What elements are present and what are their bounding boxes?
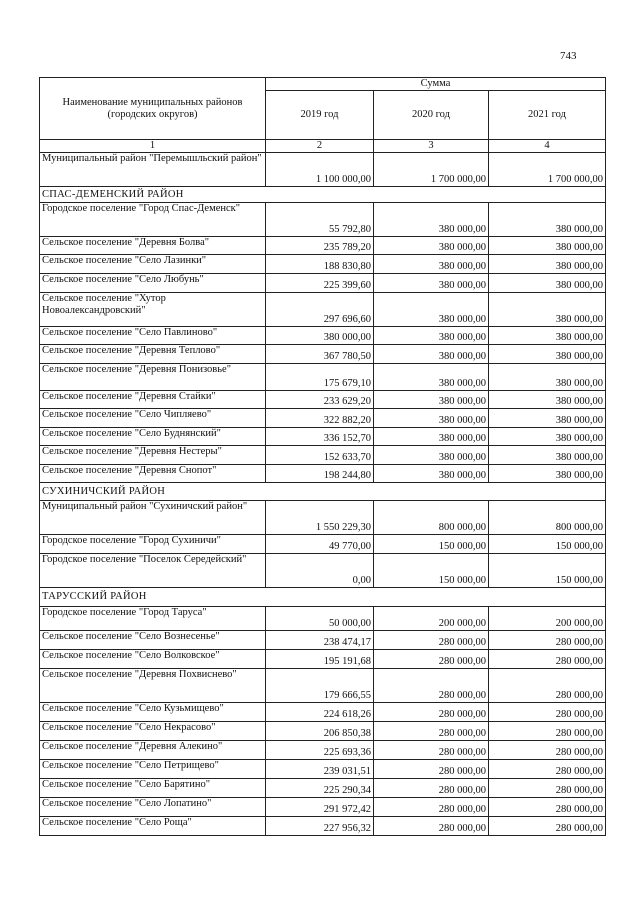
column-number: 4	[489, 140, 606, 153]
amount-2021: 150 000,00	[489, 535, 606, 554]
table-row	[40, 364, 606, 391]
header-year-2019: 2019 год	[266, 91, 374, 140]
amount-2019: 233 629,20	[266, 391, 374, 409]
amount-2021: 380 000,00	[489, 428, 606, 446]
amount-2020: 280 000,00	[374, 760, 489, 779]
amount-2020: 280 000,00	[374, 650, 489, 669]
column-number: 1	[40, 140, 266, 153]
amount-2021: 380 000,00	[489, 345, 606, 364]
entity-name: Сельское поселение "Деревня Стайки"	[40, 391, 266, 409]
amount-2019: 336 152,70	[266, 428, 374, 446]
amount-2020: 380 000,00	[374, 409, 489, 428]
amount-2019: 195 191,68	[266, 650, 374, 669]
table-row	[40, 203, 606, 237]
amount-2021: 1 700 000,00	[489, 153, 606, 187]
table-row	[40, 274, 606, 293]
amount-2020: 380 000,00	[374, 237, 489, 255]
amount-2021: 280 000,00	[489, 631, 606, 650]
entity-name: Сельское поселение "Село Чипляево"	[40, 409, 266, 428]
amount-2019: 224 618,26	[266, 703, 374, 722]
entity-name: Сельское поселение "Село Кузьмищево"	[40, 703, 266, 722]
amount-2019: 198 244,80	[266, 465, 374, 483]
amount-2021: 380 000,00	[489, 391, 606, 409]
amount-2020: 150 000,00	[374, 535, 489, 554]
table-row	[40, 669, 606, 703]
amount-2021: 280 000,00	[489, 703, 606, 722]
column-number: 3	[374, 140, 489, 153]
amount-2020: 380 000,00	[374, 465, 489, 483]
header-name-column: Наименование муниципальных районов (городских округов)	[40, 78, 266, 140]
amount-2019: 227 956,32	[266, 817, 374, 836]
amount-2019: 0,00	[266, 554, 374, 588]
amount-2019: 179 666,55	[266, 669, 374, 703]
district-name: ТАРУССКИЙ РАЙОН	[40, 588, 606, 607]
amount-2021: 380 000,00	[489, 409, 606, 428]
amount-2020: 280 000,00	[374, 631, 489, 650]
table-row	[40, 428, 606, 446]
amount-2020: 1 700 000,00	[374, 153, 489, 187]
amount-2019: 367 780,50	[266, 345, 374, 364]
amount-2021: 200 000,00	[489, 607, 606, 631]
table-row	[40, 607, 606, 631]
table-row	[40, 760, 606, 779]
table-row	[40, 293, 606, 327]
entity-name: Сельское поселение "Село Буднянский"	[40, 428, 266, 446]
entity-name: Муниципальный район "Перемышльский район"	[40, 153, 266, 187]
column-number: 2	[266, 140, 374, 153]
amount-2020: 380 000,00	[374, 364, 489, 391]
entity-name: Городское поселение "Город Спас-Деменск"	[40, 203, 266, 237]
amount-2021: 380 000,00	[489, 274, 606, 293]
table-row	[40, 779, 606, 798]
amount-2019: 322 882,20	[266, 409, 374, 428]
amount-2020: 280 000,00	[374, 817, 489, 836]
header-year-2020: 2020 год	[374, 91, 489, 140]
amount-2020: 380 000,00	[374, 327, 489, 345]
amount-2020: 380 000,00	[374, 274, 489, 293]
entity-name: Сельское поселение "Село Любунь"	[40, 274, 266, 293]
entity-name: Сельское поселение "Деревня Снопот"	[40, 465, 266, 483]
table-row	[40, 465, 606, 483]
amount-2020: 380 000,00	[374, 203, 489, 237]
entity-name: Сельское поселение "Село Барятино"	[40, 779, 266, 798]
amount-2019: 50 000,00	[266, 607, 374, 631]
amount-2019: 235 789,20	[266, 237, 374, 255]
amount-2020: 150 000,00	[374, 554, 489, 588]
amount-2019: 291 972,42	[266, 798, 374, 817]
amount-2021: 380 000,00	[489, 465, 606, 483]
entity-name: Сельское поселение "Село Некрасово"	[40, 722, 266, 741]
amount-2020: 380 000,00	[374, 255, 489, 274]
table-row	[40, 409, 606, 428]
table-row	[40, 153, 606, 187]
amount-2021: 380 000,00	[489, 293, 606, 327]
entity-name: Городское поселение "Город Таруса"	[40, 607, 266, 631]
entity-name: Сельское поселение "Село Петрищево"	[40, 760, 266, 779]
amount-2019: 238 474,17	[266, 631, 374, 650]
amount-2021: 280 000,00	[489, 779, 606, 798]
amount-2020: 280 000,00	[374, 669, 489, 703]
district-header-row	[40, 483, 606, 501]
entity-name: Сельское поселение "Село Лопатино"	[40, 798, 266, 817]
amount-2021: 280 000,00	[489, 650, 606, 669]
table-row	[40, 446, 606, 465]
table-row	[40, 327, 606, 345]
amount-2021: 280 000,00	[489, 669, 606, 703]
district-name: СПАС-ДЕМЕНСКИЙ РАЙОН	[40, 187, 606, 203]
amount-2020: 280 000,00	[374, 741, 489, 760]
entity-name: Сельское поселение "Деревня Нестеры"	[40, 446, 266, 465]
table-row	[40, 703, 606, 722]
district-name: СУХИНИЧСКИЙ РАЙОН	[40, 483, 606, 501]
entity-name: Сельское поселение "Село Роща"	[40, 817, 266, 836]
amount-2021: 280 000,00	[489, 741, 606, 760]
entity-name: Сельское поселение "Деревня Болва"	[40, 237, 266, 255]
table-row	[40, 722, 606, 741]
table-row	[40, 817, 606, 836]
amount-2021: 380 000,00	[489, 203, 606, 237]
amount-2021: 280 000,00	[489, 817, 606, 836]
table-body	[40, 153, 606, 836]
amount-2020: 280 000,00	[374, 779, 489, 798]
table-row	[40, 391, 606, 409]
entity-name: Городское поселение "Город Сухиничи"	[40, 535, 266, 554]
amount-2019: 152 633,70	[266, 446, 374, 465]
district-header-row	[40, 588, 606, 607]
budget-table	[39, 77, 606, 836]
table-row	[40, 741, 606, 760]
entity-name: Сельское поселение "Деревня Похвиснево"	[40, 669, 266, 703]
amount-2020: 380 000,00	[374, 293, 489, 327]
table-row	[40, 650, 606, 669]
amount-2021: 280 000,00	[489, 760, 606, 779]
header-sum: Сумма	[266, 78, 606, 91]
entity-name: Сельское поселение "Село Павлиново"	[40, 327, 266, 345]
amount-2019: 55 792,80	[266, 203, 374, 237]
amount-2019: 225 399,60	[266, 274, 374, 293]
amount-2019: 49 770,00	[266, 535, 374, 554]
amount-2021: 380 000,00	[489, 255, 606, 274]
amount-2019: 380 000,00	[266, 327, 374, 345]
amount-2021: 280 000,00	[489, 798, 606, 817]
table-row	[40, 631, 606, 650]
amount-2020: 280 000,00	[374, 722, 489, 741]
amount-2020: 200 000,00	[374, 607, 489, 631]
amount-2020: 380 000,00	[374, 391, 489, 409]
entity-name: Сельское поселение "Хутор Новоалександровский"	[40, 293, 266, 327]
amount-2021: 150 000,00	[489, 554, 606, 588]
entity-name: Сельское поселение "Село Волковское"	[40, 650, 266, 669]
table-row	[40, 237, 606, 255]
amount-2020: 280 000,00	[374, 798, 489, 817]
entity-name: Сельское поселение "Деревня Понизовье"	[40, 364, 266, 391]
amount-2019: 188 830,80	[266, 255, 374, 274]
table-row	[40, 798, 606, 817]
entity-name: Сельское поселение "Деревня Теплово"	[40, 345, 266, 364]
amount-2019: 297 696,60	[266, 293, 374, 327]
amount-2020: 380 000,00	[374, 428, 489, 446]
amount-2021: 380 000,00	[489, 364, 606, 391]
amount-2019: 1 550 229,30	[266, 501, 374, 535]
district-header-row	[40, 187, 606, 203]
amount-2021: 380 000,00	[489, 237, 606, 255]
entity-name: Сельское поселение "Село Вознесенье"	[40, 631, 266, 650]
page-number: 743	[560, 50, 577, 62]
table-row	[40, 501, 606, 535]
amount-2020: 380 000,00	[374, 446, 489, 465]
amount-2019: 206 850,38	[266, 722, 374, 741]
amount-2019: 239 031,51	[266, 760, 374, 779]
amount-2019: 1 100 000,00	[266, 153, 374, 187]
entity-name: Сельское поселение "Село Лазинки"	[40, 255, 266, 274]
amount-2021: 380 000,00	[489, 446, 606, 465]
header-year-2021: 2021 год	[489, 91, 606, 140]
amount-2021: 280 000,00	[489, 722, 606, 741]
amount-2021: 800 000,00	[489, 501, 606, 535]
table-row	[40, 535, 606, 554]
amount-2019: 175 679,10	[266, 364, 374, 391]
entity-name: Сельское поселение "Деревня Алекино"	[40, 741, 266, 760]
amount-2021: 380 000,00	[489, 327, 606, 345]
entity-name: Муниципальный район "Сухиничский район"	[40, 501, 266, 535]
amount-2020: 800 000,00	[374, 501, 489, 535]
amount-2019: 225 693,36	[266, 741, 374, 760]
amount-2020: 280 000,00	[374, 703, 489, 722]
amount-2020: 380 000,00	[374, 345, 489, 364]
table-row	[40, 345, 606, 364]
table-row	[40, 554, 606, 588]
amount-2019: 225 290,34	[266, 779, 374, 798]
table-row	[40, 255, 606, 274]
entity-name: Городское поселение "Поселок Середейский"	[40, 554, 266, 588]
